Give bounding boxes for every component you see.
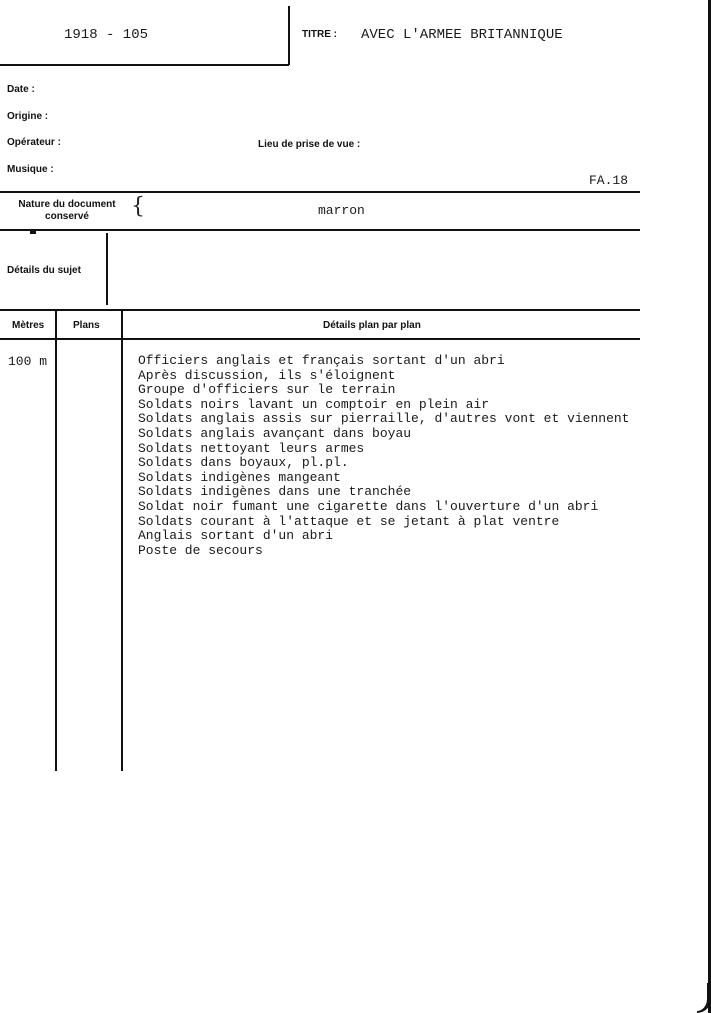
plan-item: Poste de secours bbox=[138, 542, 263, 558]
rule-tick bbox=[30, 231, 36, 234]
plan-item: Soldat noir fumant une cigarette dans l'ouverture d'un abri bbox=[138, 498, 599, 514]
lieu-label: Lieu de prise de vue : bbox=[258, 139, 361, 150]
plan-item: Soldats indigènes mangeant bbox=[138, 469, 341, 485]
header-divider bbox=[288, 6, 290, 65]
table-header-rule bbox=[0, 338, 640, 340]
details-sujet-label: Détails du sujet bbox=[7, 265, 81, 276]
titre-value: AVEC L'ARMEE BRITANNIQUE bbox=[361, 27, 563, 43]
plan-item: Groupe d'officiers sur le terrain bbox=[138, 382, 396, 398]
plan-item: Soldats anglais avançant dans boyau bbox=[138, 425, 412, 441]
plan-item: Anglais sortant d'un abri bbox=[138, 528, 334, 544]
header-box-bottom bbox=[0, 64, 289, 66]
plan-item: Soldats anglais assis sur pierraille, d'autres vont et viennent bbox=[138, 411, 630, 427]
column-divider-2 bbox=[121, 311, 123, 771]
table-top-rule bbox=[0, 309, 640, 311]
plan-item: Après discussion, ils s'éloignent bbox=[138, 367, 396, 383]
rule-above-nature bbox=[0, 191, 640, 193]
origine-label: Origine : bbox=[7, 111, 49, 122]
plan-item: Soldats courant à l'attaque et se jetant à plat ventre bbox=[138, 513, 560, 529]
column-divider-1 bbox=[55, 311, 57, 771]
plan-item: Soldats indigènes dans une tranchée bbox=[138, 484, 412, 500]
document-code: 1918 - 105 bbox=[64, 27, 149, 43]
plan-item: Soldats dans boyaux, pl.pl. bbox=[138, 455, 349, 471]
plan-list bbox=[138, 354, 711, 558]
plan-item: Soldats nettoyant leurs armes bbox=[138, 440, 365, 456]
nature-label bbox=[7, 199, 127, 223]
date-label: Date : bbox=[7, 84, 35, 95]
nature-label-line2: conservé bbox=[45, 211, 89, 222]
rule-above-details-sujet bbox=[0, 229, 640, 231]
titre-label: TITRE : bbox=[302, 29, 337, 40]
nature-label-line1: Nature du document bbox=[18, 199, 116, 210]
metres-value: 100 m bbox=[8, 354, 48, 369]
plan-item: Officiers anglais et français sortant d'un abri bbox=[138, 354, 505, 368]
musique-label: Musique : bbox=[7, 164, 54, 175]
column-header-metres: Mètres bbox=[12, 320, 45, 331]
nature-value: marron bbox=[318, 203, 365, 218]
column-header-plans: Plans bbox=[73, 320, 100, 331]
plan-item: Soldats noirs lavant un comptoir en plein air bbox=[138, 396, 490, 412]
reference-code: FA.18 bbox=[589, 173, 629, 188]
operateur-label: Opérateur : bbox=[7, 137, 61, 148]
details-sujet-brace bbox=[106, 233, 108, 305]
nature-brace: { bbox=[131, 194, 145, 219]
column-header-details: Détails plan par plan bbox=[323, 320, 421, 331]
